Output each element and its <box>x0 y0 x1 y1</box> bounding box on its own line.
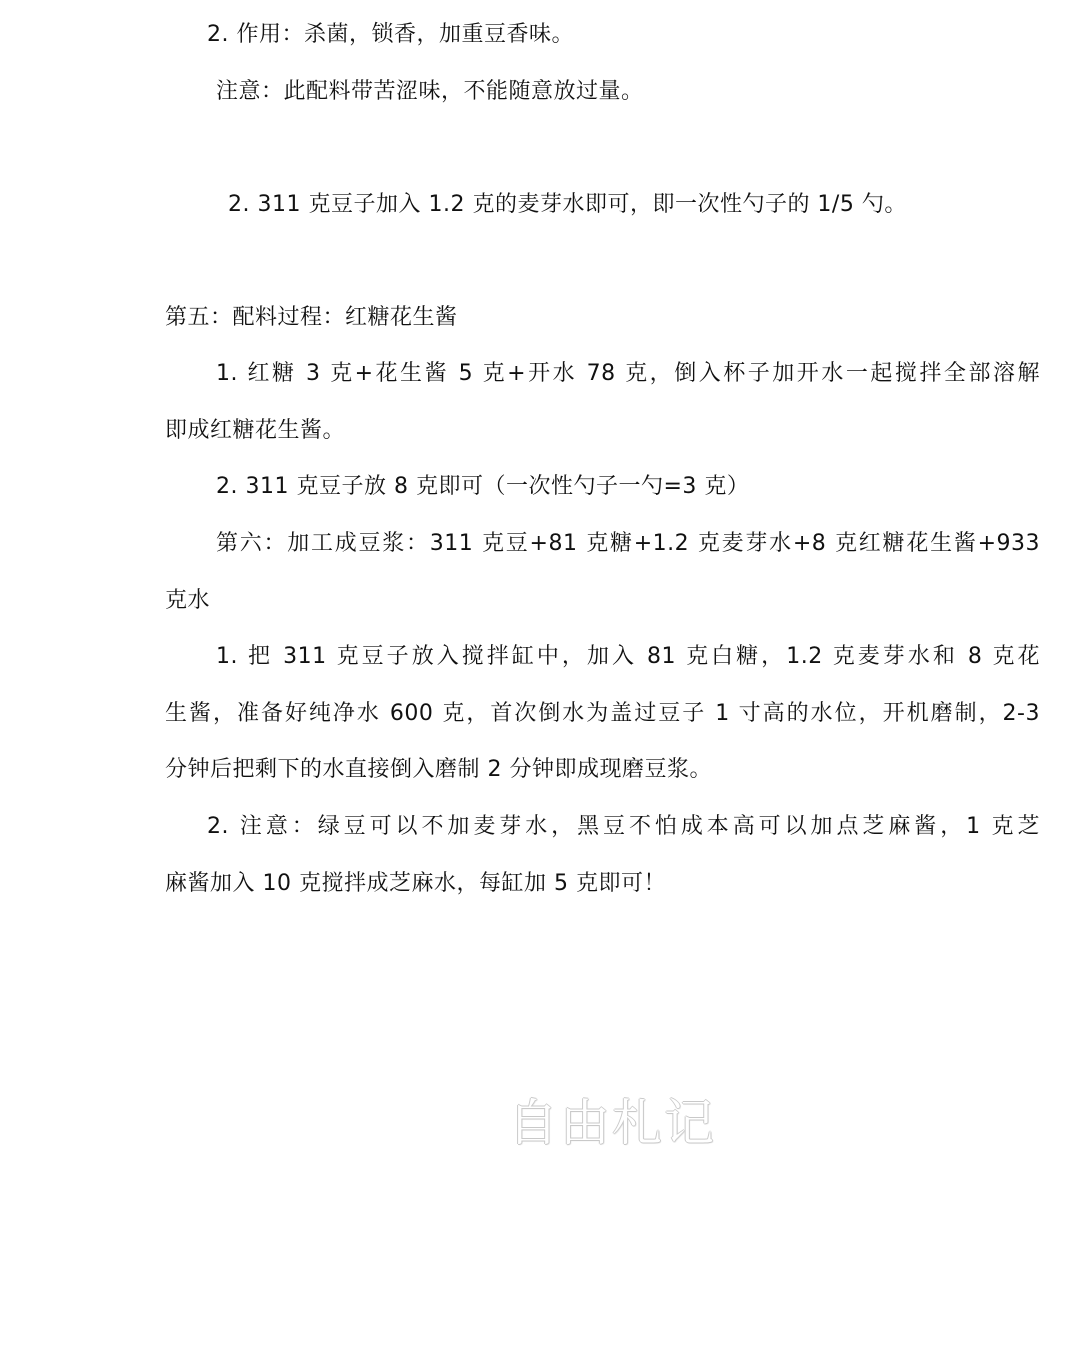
text-line-step-six-continued: 克水 <box>165 588 211 613</box>
text-line-sugar-peanut-result: 即成红糖花生酱。 <box>165 418 346 443</box>
section-heading-step-six: 第六：加工成豆浆：311 克豆+81 克糖+1.2 克麦芽水+8 克红糖花生酱+933 <box>216 531 1040 556</box>
text-line-note-sesame: 麻酱加入 10 克搅拌成芝麻水，每缸加 5 克即可！ <box>165 871 666 896</box>
text-line-note-bitterness: 注意：此配料带苦涩味，不能随意放过量。 <box>216 79 644 104</box>
text-line-malt-water-dosage: 2. 311 克豆子加入 1.2 克的麦芽水即可，即一次性勺子的 1/5 勺。 <box>228 192 907 217</box>
text-line-grinding-step-3: 分钟后把剩下的水直接倒入磨制 2 分钟即成现磨豆浆。 <box>165 757 712 782</box>
text-line-function: 2. 作用：杀菌，锁香，加重豆香味。 <box>207 22 574 47</box>
text-line-sugar-peanut-recipe: 1. 红糖 3 克+花生酱 5 克+开水 78 克，倒入杯子加开水一起搅拌全部溶解 <box>216 361 1040 386</box>
section-heading-step-five: 第五：配料过程：红糖花生酱 <box>165 305 458 330</box>
text-line-grinding-step-2: 生酱，准备好纯净水 600 克，首次倒水为盖过豆子 1 寸高的水位，开机磨制，2-3 <box>165 701 1040 726</box>
watermark-logo: 自由札记 <box>508 1094 716 1152</box>
text-line-sugar-peanut-dosage: 2. 311 克豆子放 8 克即可（一次性勺子一勺=3 克） <box>216 474 750 499</box>
text-line-note-beans: 2. 注意：绿豆可以不加麦芽水，黑豆不怕成本高可以加点芝麻酱，1 克芝 <box>207 814 1040 839</box>
text-line-grinding-step-1: 1. 把 311 克豆子放入搅拌缸中，加入 81 克白糖，1.2 克麦芽水和 8 克花 <box>216 644 1040 669</box>
